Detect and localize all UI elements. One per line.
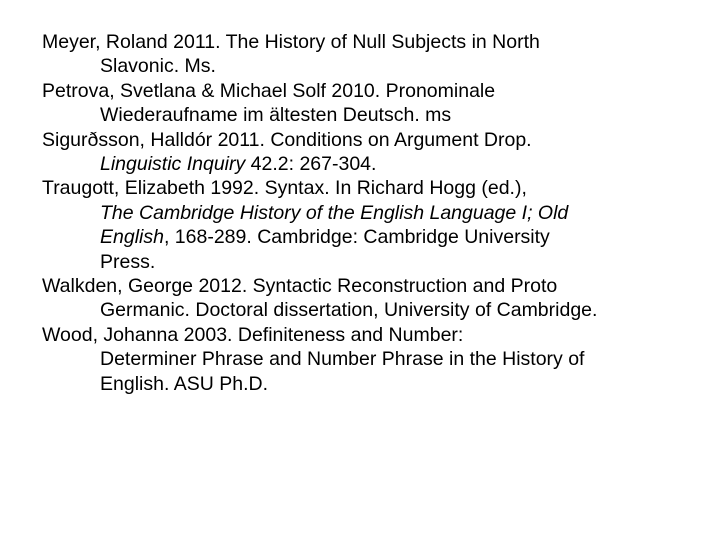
reference-line [42,323,692,347]
reference-line [42,176,692,200]
reference-title-segment: The Cambridge History of the English Language I; Old [100,201,569,224]
reference-text-segment: Traugott, Elizabeth 1992. Syntax. In Richard Hogg (ed.), [42,177,527,200]
reference-text-segment: Sigurðsson, Halldór 2011. Conditions on Argument Drop. [42,128,532,151]
reference-entry [42,128,692,177]
reference-entry [42,323,692,396]
reference-line [71,250,692,274]
reference-line [42,79,692,103]
reference-line [42,128,692,152]
reference-text-segment: Petrova, Svetlana & Michael Solf 2010. Pronominale [42,79,496,102]
reference-text-segment: 42.2: 267-304. [245,153,377,176]
reference-line [71,103,692,127]
reference-title-segment: English [100,226,164,249]
reference-line [71,54,692,78]
reference-line [71,152,692,176]
reference-text-segment: Meyer, Roland 2011. The History of Null Subjects in North [42,31,540,53]
reference-text-segment: Wood, Johanna 2003. Definiteness and Number: [42,323,464,346]
reference-text-segment: Walkden, George 2012. Syntactic Reconstruction and Proto [42,275,558,298]
reference-text-segment: English. ASU Ph.D. [100,372,268,395]
reference-entry [42,30,692,79]
reference-text-segment: Wiederaufname im ältesten Deutsch. ms [100,104,452,127]
reference-text-segment: Germanic. Doctoral dissertation, University of Cambridge. [100,299,598,322]
reference-line [71,298,692,322]
reference-text-segment: Slavonic. Ms. [100,55,216,78]
reference-list [42,30,692,396]
reference-text-segment: Press. [100,250,156,273]
reference-text-segment: , 168-289. Cambridge: Cambridge University [163,226,550,249]
reference-line [71,372,692,396]
reference-entry [42,274,692,323]
reference-line [71,347,692,371]
reference-line [42,274,692,298]
reference-text-segment: Determiner Phrase and Number Phrase in the History of [100,348,585,371]
reference-line [42,30,692,54]
reference-entry [42,79,692,128]
reference-entry [42,176,692,274]
reference-line [71,201,692,225]
reference-title-segment: Linguistic Inquiry [100,153,246,176]
reference-line [71,225,692,249]
